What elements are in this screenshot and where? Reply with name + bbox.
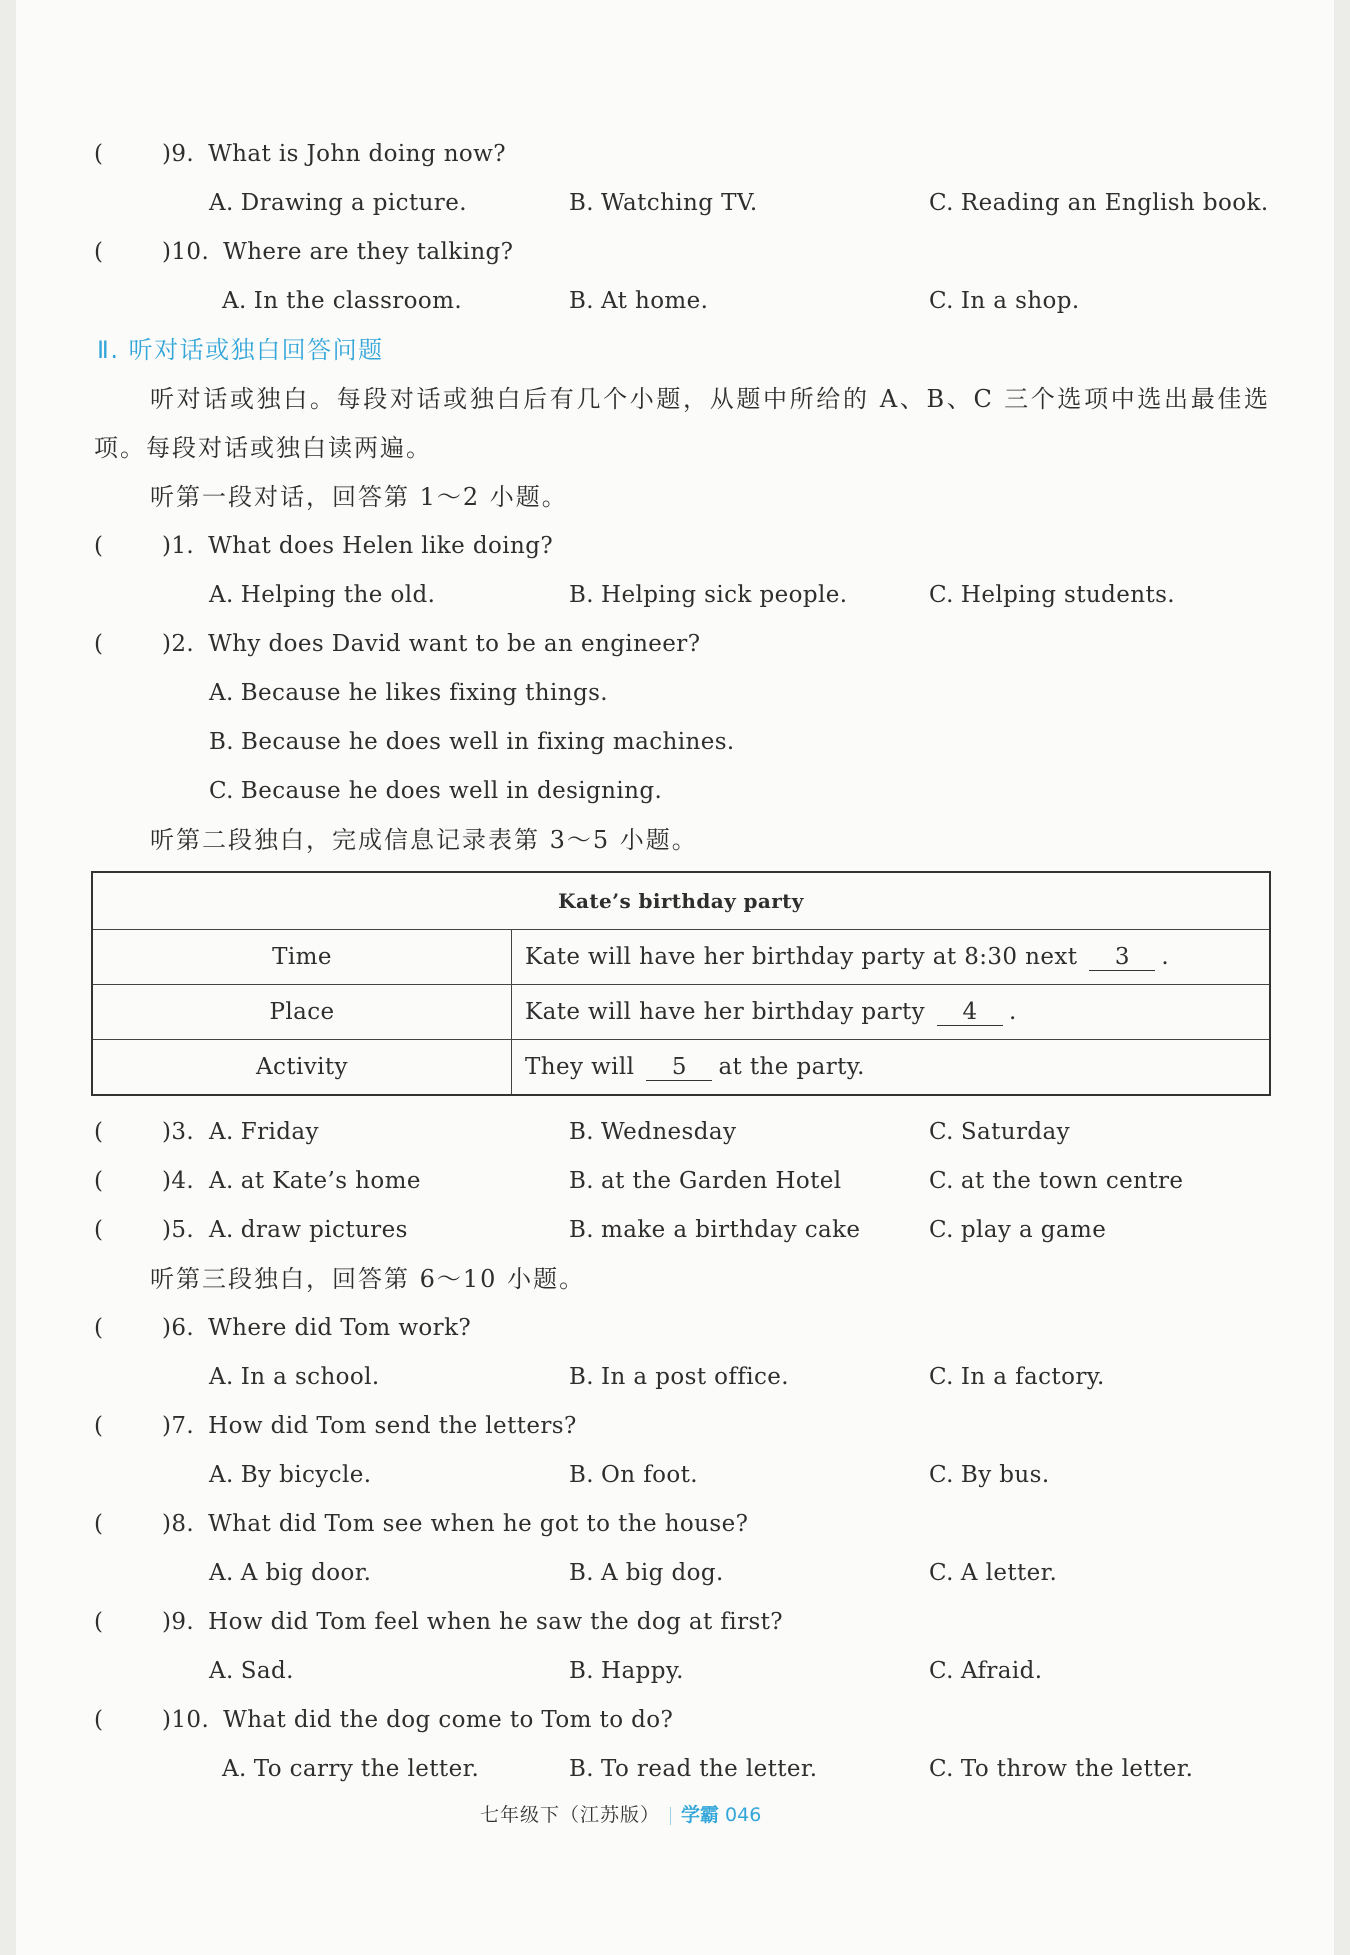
question-head <box>162 522 553 571</box>
option-text: at Kate’s home <box>240 1168 421 1194</box>
content-before: Kate will have her birthday party at 8:30 next <box>525 943 1078 970</box>
option-letter: C. <box>929 1756 954 1782</box>
question-row <box>0 1500 1350 1549</box>
option-letter: A. <box>222 288 247 314</box>
option-text: at the Garden Hotel <box>601 1168 842 1194</box>
answer-bracket-open: ( <box>94 239 104 265</box>
answer-blank: 3 <box>1089 944 1155 971</box>
option-a <box>209 1108 319 1157</box>
question-row <box>0 1157 1350 1206</box>
option-a <box>209 1647 294 1696</box>
option-text: Wednesday <box>601 1119 737 1145</box>
option-row <box>0 1353 1350 1402</box>
question-head <box>162 1500 748 1549</box>
option-text: Saturday <box>960 1119 1071 1145</box>
answer-bracket-open: ( <box>94 1511 104 1537</box>
option-letter: A. <box>209 190 234 216</box>
option-text: Helping sick people. <box>601 582 848 608</box>
question-head <box>162 228 513 277</box>
question-number: 5. <box>171 1217 195 1243</box>
option-letter: A. <box>209 1119 234 1145</box>
answer-bracket-close: ) <box>162 1707 172 1733</box>
option-letter: C. <box>929 1168 954 1194</box>
question-row <box>0 620 1350 669</box>
table-header-row <box>92 872 1270 930</box>
option-c <box>929 1108 1070 1157</box>
option-b <box>569 1353 789 1402</box>
question-text: How did Tom feel when he saw the dog at first? <box>208 1609 784 1635</box>
option-letter: C. <box>209 778 234 804</box>
option-letter: A. <box>209 1560 234 1586</box>
option-text: draw pictures <box>240 1217 408 1243</box>
option-letter: A. <box>209 1364 234 1390</box>
answer-bracket-close: ) <box>162 239 172 265</box>
option-c <box>929 1647 1043 1696</box>
question-text: What did Tom see when he got to the house? <box>208 1511 749 1537</box>
option-text: In the classroom. <box>253 288 463 314</box>
option-b <box>569 1451 698 1500</box>
option-row <box>0 1451 1350 1500</box>
answer-bracket-open: ( <box>94 533 104 559</box>
question-row <box>0 1402 1350 1451</box>
answer-blank: 5 <box>646 1054 712 1081</box>
option-row <box>0 669 1350 718</box>
question-head <box>162 1108 194 1157</box>
question-text: Where are they talking? <box>223 239 514 265</box>
question-row <box>0 1206 1350 1255</box>
option-letter: B. <box>569 1658 595 1684</box>
option-a <box>209 1353 380 1402</box>
option-text: Helping students. <box>960 582 1176 608</box>
content-after: . <box>1009 998 1017 1025</box>
option-text: Friday <box>240 1119 319 1145</box>
option-text: Because he does well in designing. <box>240 778 663 804</box>
option-c <box>929 571 1175 620</box>
question-text: Where did Tom work? <box>208 1315 472 1341</box>
option-b <box>569 1549 724 1598</box>
option-c <box>929 1745 1193 1794</box>
option-letter: B. <box>569 1119 595 1145</box>
option-text: In a shop. <box>960 288 1080 314</box>
option-b <box>209 718 735 767</box>
part-prompt: 听第一段对话，回答第 1～2 小题。 <box>150 483 568 511</box>
answer-bracket-open: ( <box>94 1119 104 1145</box>
option-row <box>0 718 1350 767</box>
option-letter: B. <box>569 1560 595 1586</box>
table-row-content <box>512 1040 1271 1096</box>
table-row <box>92 930 1270 985</box>
option-text: To carry the letter. <box>253 1756 480 1782</box>
question-text: What is John doing now? <box>208 141 506 167</box>
option-row <box>0 277 1350 326</box>
option-b <box>569 571 847 620</box>
option-text: In a factory. <box>960 1364 1105 1390</box>
option-b <box>569 179 758 228</box>
footer-book-title: 七年级下（江苏版） <box>480 1804 661 1826</box>
option-a <box>209 1549 371 1598</box>
info-table-body <box>92 872 1270 1095</box>
question-number: 9. <box>171 141 195 167</box>
option-text: Drawing a picture. <box>240 190 467 216</box>
option-row <box>0 1647 1350 1696</box>
answer-bracket-open: ( <box>94 1315 104 1341</box>
content-after: . <box>1161 943 1170 970</box>
answer-bracket-open: ( <box>94 1413 104 1439</box>
option-row <box>0 571 1350 620</box>
question-text: How did Tom send the letters? <box>208 1413 577 1439</box>
part-prompt-row <box>0 816 1350 865</box>
option-text: To read the letter. <box>601 1756 818 1782</box>
option-a <box>209 1157 421 1206</box>
option-a <box>209 1206 408 1255</box>
option-a <box>209 179 467 228</box>
option-letter: A. <box>222 1756 247 1782</box>
option-text: A big dog. <box>601 1560 724 1586</box>
question-number: 1. <box>171 533 195 559</box>
footer-brand: 学霸 <box>681 1804 720 1826</box>
option-letter: C. <box>929 1364 954 1390</box>
answer-bracket-close: ) <box>162 1168 172 1194</box>
page-footer <box>480 1800 761 1830</box>
option-c <box>209 767 662 816</box>
question-text: What does Helen like doing? <box>208 533 554 559</box>
answer-bracket-open: ( <box>94 141 104 167</box>
option-letter: C. <box>929 1462 954 1488</box>
option-b <box>569 1206 860 1255</box>
answer-bracket-open: ( <box>94 1707 104 1733</box>
content-before: Kate will have her birthday party <box>525 998 926 1025</box>
part-prompt-row <box>0 1255 1350 1304</box>
answer-bracket-close: ) <box>162 1609 172 1635</box>
question-text: What did the dog come to Tom to do? <box>223 1707 674 1733</box>
option-text: Helping the old. <box>240 582 436 608</box>
option-c <box>929 179 1269 228</box>
question-head <box>162 1157 194 1206</box>
question-number: 9. <box>171 1609 195 1635</box>
option-row <box>0 767 1350 816</box>
option-text: Happy. <box>601 1658 684 1684</box>
answer-blank: 4 <box>937 999 1003 1026</box>
answer-bracket-close: ) <box>162 1217 172 1243</box>
question-row <box>0 130 1350 179</box>
option-row <box>0 179 1350 228</box>
answer-bracket-open: ( <box>94 1217 104 1243</box>
option-text: play a game <box>960 1217 1107 1243</box>
question-text: Why does David want to be an engineer? <box>208 631 701 657</box>
question-number: 8. <box>171 1511 195 1537</box>
option-letter: C. <box>929 288 954 314</box>
option-text: In a school. <box>240 1364 380 1390</box>
option-text: Sad. <box>240 1658 294 1684</box>
option-b <box>569 1108 736 1157</box>
content-before: They will <box>525 1053 635 1080</box>
table-row-label: Place <box>92 985 512 1040</box>
table-row-content <box>512 985 1271 1040</box>
part-prompt-row <box>0 473 1350 522</box>
table-row <box>92 985 1270 1040</box>
option-c <box>929 1206 1106 1255</box>
question-head <box>162 1304 471 1353</box>
question-row <box>0 228 1350 277</box>
table-row-label: Time <box>92 930 512 985</box>
question-number: 4. <box>171 1168 195 1194</box>
option-letter: C. <box>929 1217 954 1243</box>
option-text: Watching TV. <box>601 190 758 216</box>
option-c <box>929 1549 1057 1598</box>
option-b <box>569 277 708 326</box>
question-head <box>162 130 506 179</box>
question-number: 7. <box>171 1413 195 1439</box>
option-c <box>929 1353 1105 1402</box>
option-letter: A. <box>209 1462 234 1488</box>
option-letter: A. <box>209 1168 234 1194</box>
question-number: 6. <box>171 1315 195 1341</box>
answer-bracket-close: ) <box>162 533 172 559</box>
table-row <box>92 1040 1270 1096</box>
part-prompt: 听第二段独白，完成信息记录表第 3～5 小题。 <box>150 826 698 854</box>
option-text: To throw the letter. <box>960 1756 1194 1782</box>
option-text: A letter. <box>960 1560 1058 1586</box>
part-prompt: 听第三段独白，回答第 6～10 小题。 <box>150 1265 586 1293</box>
question-head <box>162 1696 673 1745</box>
option-letter: C. <box>929 190 954 216</box>
option-c <box>929 1451 1050 1500</box>
question-number: 10. <box>171 239 210 265</box>
option-b <box>569 1745 818 1794</box>
answer-bracket-close: ) <box>162 1413 172 1439</box>
option-text: At home. <box>601 288 709 314</box>
option-b <box>569 1157 842 1206</box>
question-head <box>162 1598 783 1647</box>
option-text: By bicycle. <box>240 1462 372 1488</box>
section-title: Ⅱ. 听对话或独白回答问题 <box>97 336 384 364</box>
table-row-label: Activity <box>92 1040 512 1096</box>
option-text: By bus. <box>960 1462 1050 1488</box>
question-row <box>0 1696 1350 1745</box>
section-instructions: 听对话或独白。每段对话或独白后有几个小题，从题中所给的 A、B、C 三个选项中选出最佳选项。每段对话或独白读两遍。 <box>94 385 1270 462</box>
answer-bracket-open: ( <box>94 1168 104 1194</box>
answer-bracket-close: ) <box>162 141 172 167</box>
option-c <box>929 277 1080 326</box>
option-text: On foot. <box>601 1462 698 1488</box>
option-letter: A. <box>209 1217 234 1243</box>
answer-bracket-open: ( <box>94 631 104 657</box>
option-letter: B. <box>569 1756 595 1782</box>
table-row-content <box>512 930 1271 985</box>
option-text: Afraid. <box>960 1658 1043 1684</box>
question-head <box>162 1206 194 1255</box>
answer-bracket-close: ) <box>162 1315 172 1341</box>
option-letter: A. <box>209 582 234 608</box>
option-text: Because he does well in fixing machines. <box>241 729 735 755</box>
option-text: make a birthday cake <box>601 1217 861 1243</box>
question-row <box>0 522 1350 571</box>
option-letter: B. <box>569 1217 595 1243</box>
answer-bracket-close: ) <box>162 631 172 657</box>
option-letter: C. <box>929 1658 954 1684</box>
option-a <box>222 277 462 326</box>
question-number: 10. <box>171 1707 210 1733</box>
answer-bracket-close: ) <box>162 1511 172 1537</box>
option-letter: A. <box>209 680 234 706</box>
option-letter: B. <box>569 1364 595 1390</box>
option-text: Reading an English book. <box>960 190 1269 216</box>
option-row <box>0 1745 1350 1794</box>
option-text: In a post office. <box>601 1364 790 1390</box>
option-letter: B. <box>569 582 595 608</box>
option-text: at the town centre <box>960 1168 1184 1194</box>
footer-divider <box>670 1807 671 1825</box>
option-letter: C. <box>929 1119 954 1145</box>
question-row <box>0 1108 1350 1157</box>
content-after: at the party. <box>718 1053 865 1080</box>
answer-bracket-open: ( <box>94 1609 104 1635</box>
option-row <box>0 1549 1350 1598</box>
question-number: 3. <box>171 1119 195 1145</box>
option-letter: B. <box>569 1462 595 1488</box>
table-title: Kate’s birthday party <box>92 872 1270 930</box>
option-a <box>222 1745 479 1794</box>
question-row <box>0 1598 1350 1647</box>
answer-bracket-close: ) <box>162 1119 172 1145</box>
option-letter: B. <box>569 190 595 216</box>
option-letter: C. <box>929 582 954 608</box>
info-table <box>91 871 1271 1096</box>
option-letter: C. <box>929 1560 954 1586</box>
page-number: 046 <box>725 1804 762 1826</box>
question-head <box>162 1402 577 1451</box>
option-a <box>209 1451 371 1500</box>
option-letter: B. <box>569 1168 595 1194</box>
question-head <box>162 620 700 669</box>
option-b <box>569 1647 684 1696</box>
option-text: A big door. <box>240 1560 372 1586</box>
option-letter: B. <box>569 288 595 314</box>
option-letter: B. <box>209 729 235 755</box>
option-a <box>209 669 608 718</box>
option-text: Because he likes fixing things. <box>240 680 608 706</box>
option-c <box>929 1157 1183 1206</box>
page-content <box>0 130 1350 1794</box>
section-title-row <box>0 326 1350 375</box>
question-row <box>0 1304 1350 1353</box>
option-a <box>209 571 435 620</box>
option-letter: A. <box>209 1658 234 1684</box>
question-number: 2. <box>171 631 195 657</box>
